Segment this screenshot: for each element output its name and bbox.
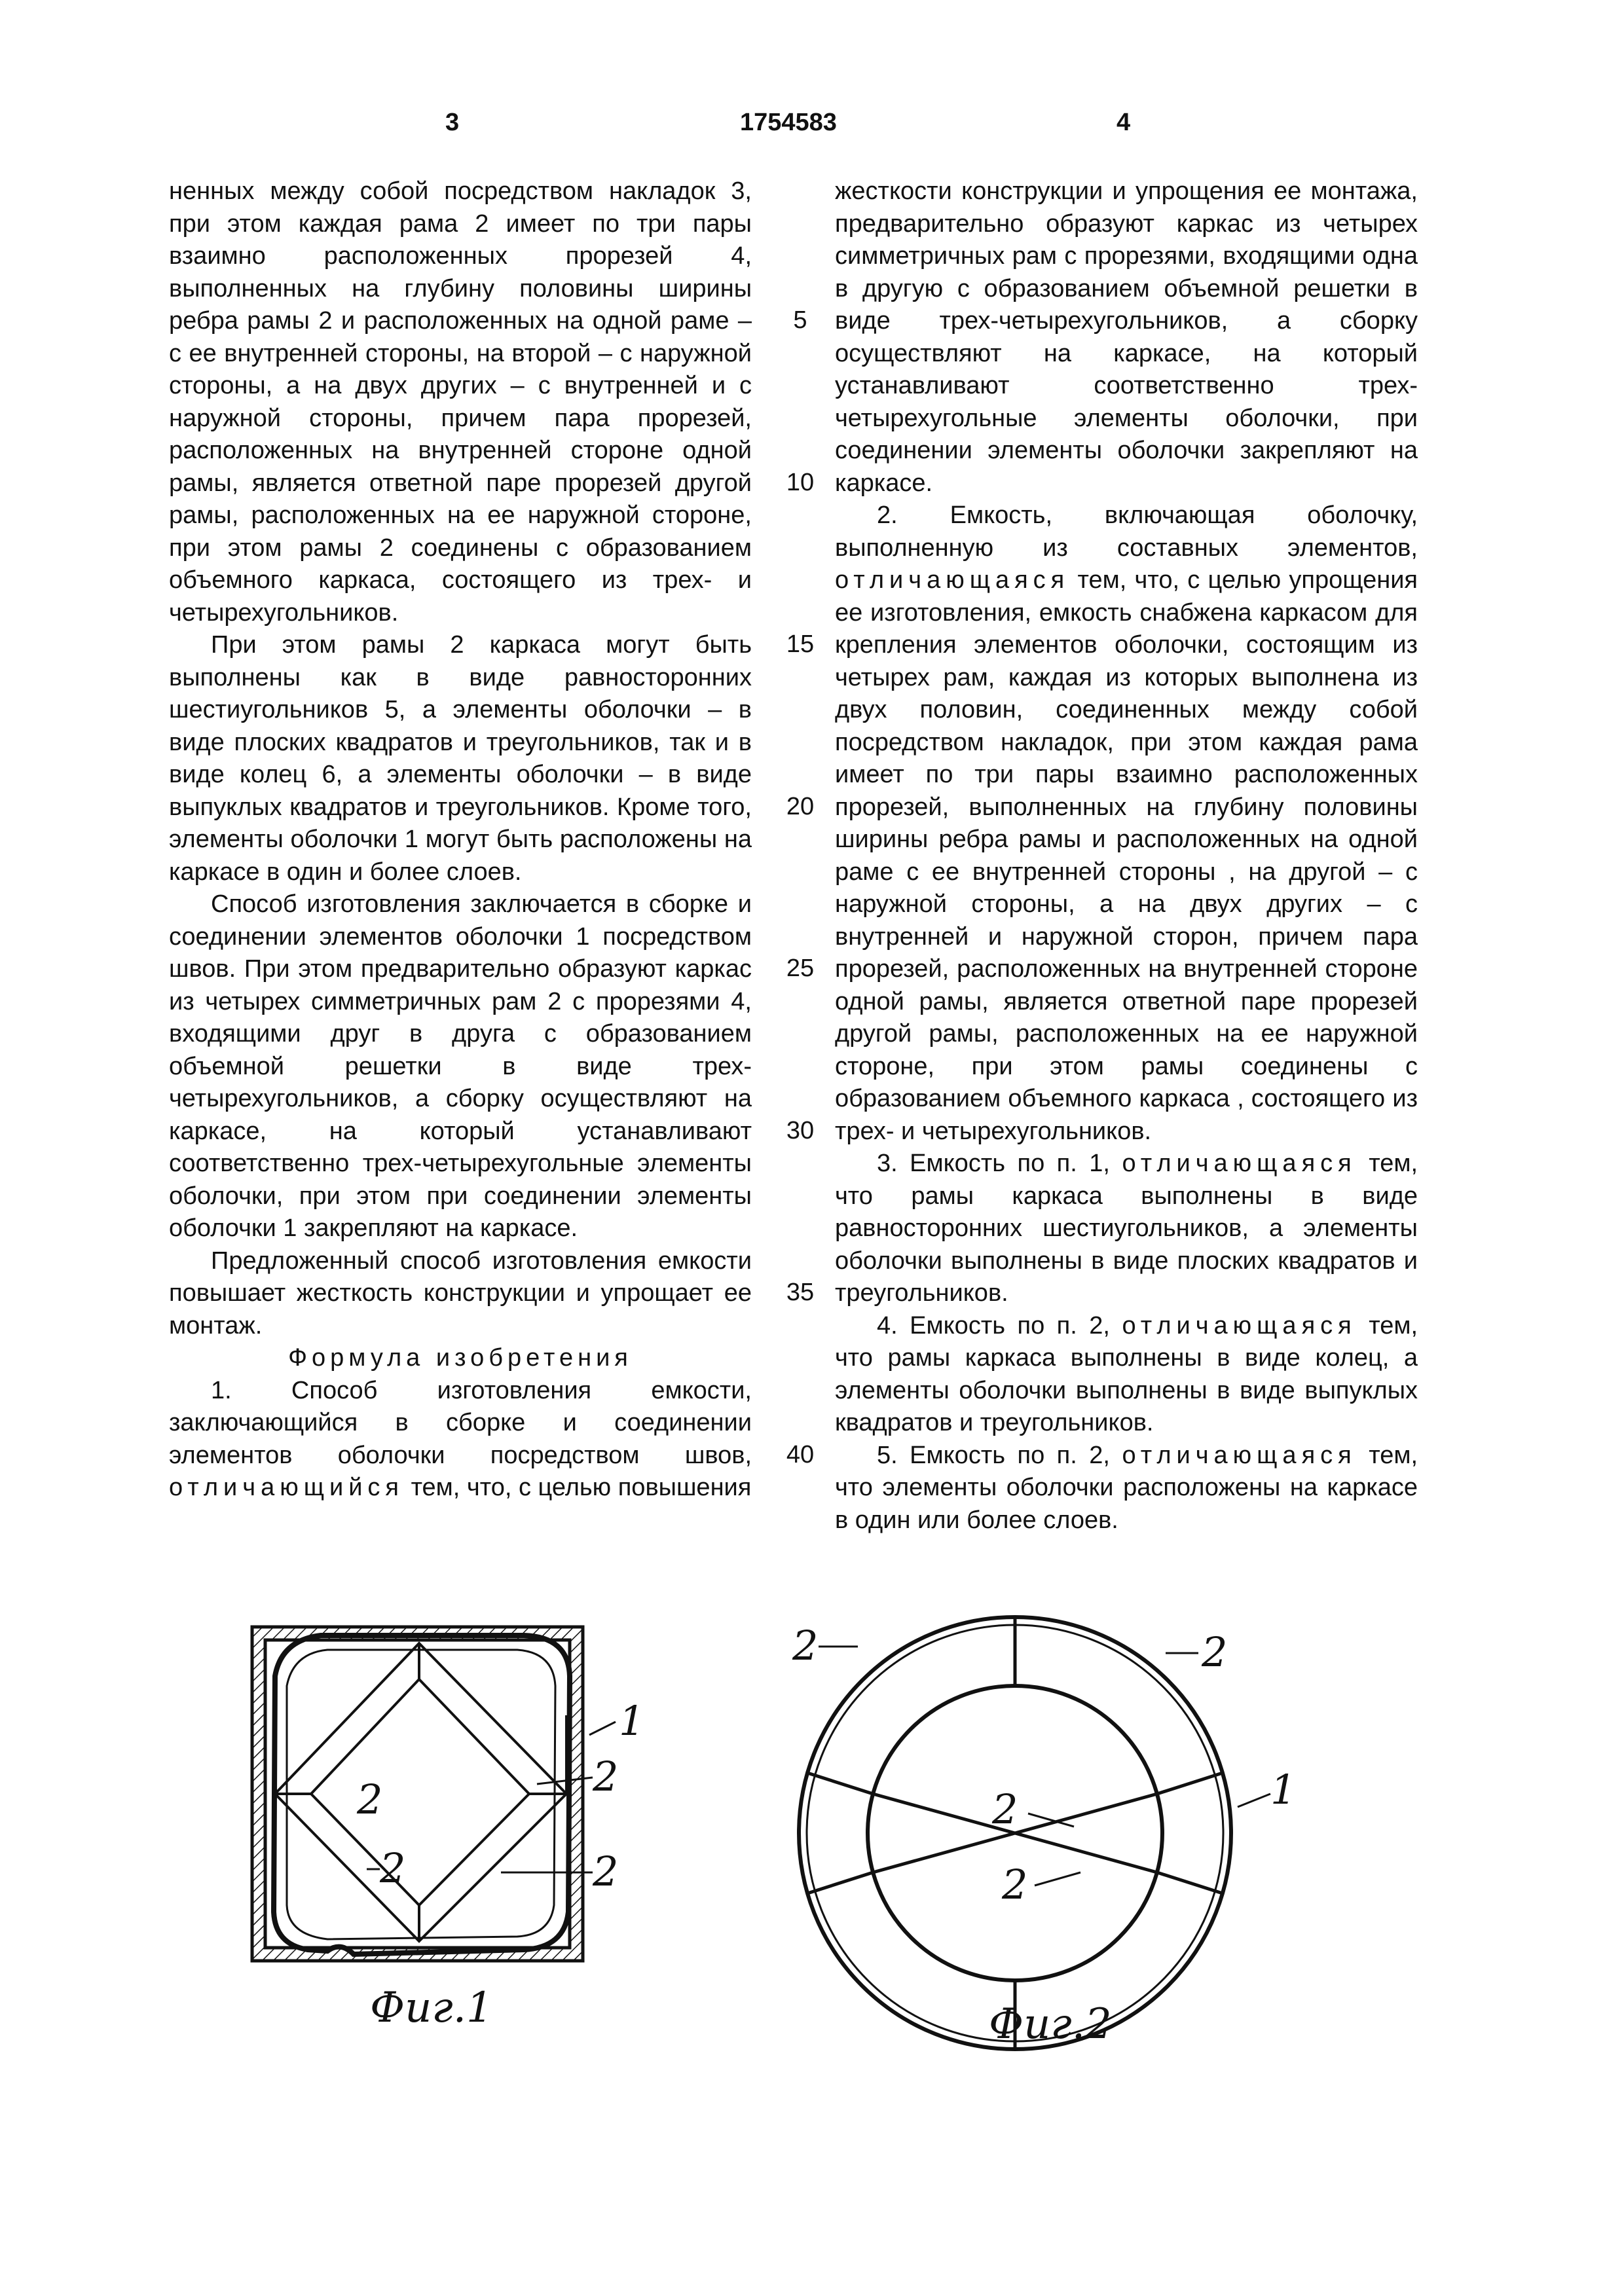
right-column — [835, 175, 1418, 1537]
claim-3-text: 3. Емкость по п. 1, — [877, 1150, 1110, 1177]
claim-3-spaced: отличающаяся — [1122, 1150, 1356, 1177]
line-number: 35 — [774, 1279, 826, 1307]
claim-5-spaced: отличающаяся — [1122, 1442, 1356, 1469]
claim-5 — [835, 1440, 1418, 1537]
claim-4-spaced: отличающаяся — [1122, 1312, 1356, 1339]
claim-1-continued: жесткости конструкции и упрощения ее монтажа, предварительно образуют каркас из четырех симметричных рам с прорезями, входящими одна в другую с образованием объемной решетки в виде трех-четырехугольников, а сборку осуществляют на каркасе, на который устанавливают соответственно трех-четырехугольные элементы оболочки, при соединении элементы оболочки закрепляют на каркасе. — [835, 175, 1418, 500]
claim-3 — [835, 1148, 1418, 1310]
line-number: 30 — [774, 1117, 826, 1145]
fig2-label: 2 — [792, 1622, 818, 1669]
line-number: 25 — [774, 955, 826, 983]
claim-1-text: 1. Способ изготовления емкости, заключающийся в сборке и соединении элементов оболочки посредством швов, — [169, 1377, 752, 1469]
claim-4-text: 4. Емкость по п. 2, — [877, 1312, 1110, 1339]
claim-2-tail: тем, что, с целью упрощения ее изготовления, емкость снабжена каркасом для крепления элементов оболочки, состоящим из четырех рам, каждая из которых выполнена из двух половин, соединенных между собой посредством накладок, при этом каждая рама имеет по три пары взаимно расположенных прорезей, выполненных на глубину половины ширины ребра рамы и расположенных на одной раме с ее внутренней стороны , на другой – с наружной стороны, а на двух других – с внутренней и наружной сторон, причем пара прорезей, расположенных на внутренней стороне одной рамы, является ответной паре прорезей другой рамы, расположенных на ее наружной стороне, при этом рамы соединены с образованием объемного каркаса , состоящего из трех- и четырехугольников. — [835, 566, 1418, 1145]
figure-2 — [779, 1604, 1290, 2049]
claim-2 — [835, 500, 1418, 1148]
claim-2-text: 2. Емкость, включающая оболочку, выполненную из составных элементов, — [835, 501, 1418, 562]
claim-4 — [835, 1310, 1418, 1440]
fig1-label: 2 — [379, 1844, 405, 1892]
claim-1-spaced: отличающийся — [169, 1474, 404, 1501]
paragraph-3: Способ изготовления заключается в сборке и соединении элементов оболочки 1 посредством швов. При этом предварительно образуют каркас из четырех симметричных рам 2 с прорезями 4, входящими друг в друга с образованием объемной решетки в виде трех-четырехугольников, а сборку осуществляют на каркасе, на который устанавливают соответственно трех-четырехугольные элементы оболочки, при этом при соединении элементы оболочки 1 закрепляют на каркасе. — [169, 888, 752, 1245]
claim-1-tail: тем, что, с целью повышения — [411, 1474, 752, 1501]
fig2-label: 2 — [1201, 1628, 1227, 1676]
fig2-label: 2 — [1001, 1861, 1027, 1908]
figure-2-caption: Фиг.2 — [989, 2000, 1112, 2049]
page-number-right: 4 — [1116, 109, 1130, 137]
fig1-shell-inner — [287, 1650, 555, 1939]
line-number: 10 — [774, 469, 826, 497]
fig1-frames — [275, 1643, 566, 1941]
fig1-label: 2 — [592, 1848, 618, 1895]
fig1-label: 2 — [592, 1753, 618, 1800]
claim-3-tail: тем, что рамы каркаса выполнены в виде равносторонних шестиугольников, а элементы оболочки выполнены в виде плоских квадратов и треугольников. — [835, 1150, 1418, 1307]
patent-number: 1754583 — [740, 109, 837, 137]
line-number: 15 — [774, 630, 826, 659]
figure-1-caption: Фиг.1 — [370, 1984, 493, 2032]
claim-5-tail: тем, что элементы оболочки расположены на каркасе в один или более слоев. — [835, 1442, 1418, 1534]
figure-1 — [242, 1617, 661, 2023]
fig1-label: 1 — [619, 1697, 644, 1745]
paragraph-2: При этом рамы 2 каркаса могут быть выполнены как в виде равносторонних шестиугольников 5, а элементы оболочки – в виде плоских квадратов и треугольников, так и в виде колец 6, а элементы оболочки – в виде выпуклых квадратов и треугольников. Кроме того, элементы оболочки 1 могут быть расположены на каркасе в один и более слоев. — [169, 629, 752, 888]
paragraph-4: Предложенный способ изготовления емкости повышает жесткость конструкции и упрощает ее монтаж. — [169, 1245, 752, 1343]
fig2-label: 2 — [991, 1785, 1018, 1833]
formula-heading: Формула изобретения — [169, 1342, 752, 1375]
claim-1 — [169, 1375, 752, 1504]
claim-5-text: 5. Емкость по п. 2, — [877, 1442, 1110, 1469]
fig2-label: 1 — [1270, 1766, 1296, 1813]
fig2-spokes — [807, 1617, 1223, 2049]
claim-2-spaced: отличающаяся — [835, 566, 1069, 594]
fig1-label: 2 — [356, 1776, 382, 1823]
paragraph-1: ненных между собой посредством накладок 3, при этом каждая рама 2 имеет по три пары взаимно расположенных прорезей 4, выполненных на глубину половины ширины ребра рамы 2 и расположенных на одной раме – с ее внутренней стороны, на второй – с наружной стороны, а на двух других – с внутренней и с наружной стороны, причем пара прорезей, расположенных на внутренней стороне одной рамы, является ответной паре прорезей другой рамы, расположенных на ее наружной стороне, при этом рамы 2 соединены с образованием объемного каркаса, состоящего из трех- и четырехугольников. — [169, 175, 752, 629]
line-number: 40 — [774, 1441, 826, 1469]
page-number-left: 3 — [445, 109, 459, 137]
line-number: 5 — [774, 306, 826, 335]
claim-4-tail: тем, что рамы каркаса выполнены в виде колец, а элементы оболочки выполнены в виде выпуклых квадратов и треугольников. — [835, 1312, 1418, 1437]
left-column — [169, 175, 752, 1504]
line-number: 20 — [774, 793, 826, 821]
